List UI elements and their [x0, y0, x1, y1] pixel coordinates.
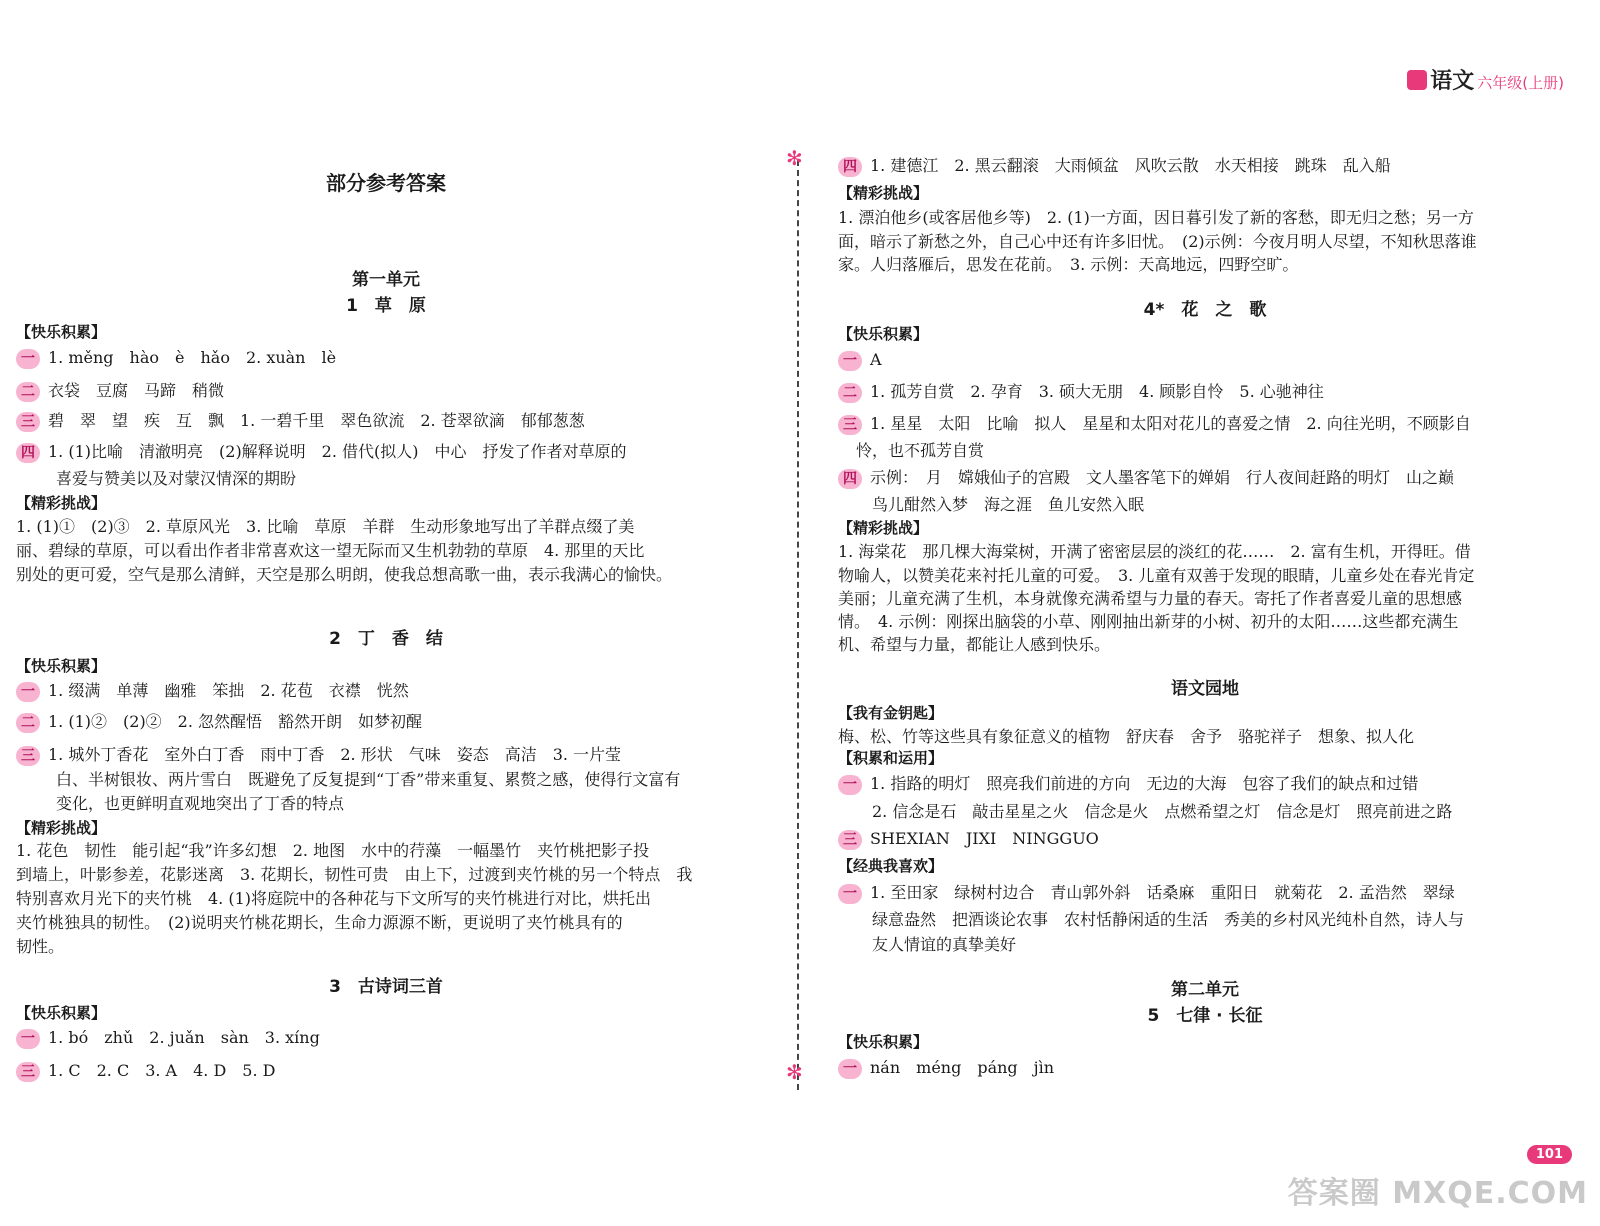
- item-badge: 四: [838, 469, 862, 489]
- answer-line: 韧性。: [16, 937, 65, 956]
- answer-line: 1. 花色 韧性 能引起“我”许多幻想 2. 地图 水中的荇藻 一幅墨竹 夹竹桃把影子投: [16, 841, 650, 860]
- lesson-title: 2 丁 香 结: [329, 629, 443, 649]
- watermark: 答案圈 MXQE.COM: [1287, 1176, 1588, 1211]
- section-label: 【精彩挑战】: [838, 519, 929, 537]
- brand-logo-icon: [1407, 70, 1427, 90]
- page-divider: [797, 160, 799, 1090]
- answer-line: 二 1. 孤芳自赏 2. 孕育 3. 硕大无朋 4. 顾影自怜 5. 心驰神往: [838, 379, 1324, 404]
- section-label: 【快乐积累】: [838, 325, 929, 343]
- answer-line: 丽、碧绿的草原，可以看出作者非常喜欢这一望无际而又生机勃勃的草原 4. 那里的天比: [16, 541, 645, 560]
- section-label: 【快乐积累】: [838, 1033, 929, 1051]
- item-badge: 三: [16, 1062, 40, 1082]
- lesson-title: 3 古诗词三首: [329, 977, 443, 997]
- answer-line: 友人情谊的真挚美好: [872, 935, 1017, 954]
- item-badge: 一: [838, 775, 862, 795]
- item-badge: 一: [838, 884, 862, 904]
- answer-line: 一 1. 缀满 单薄 幽雅 笨拙 2. 花苞 衣襟 恍然: [16, 678, 409, 703]
- answer-line: 三 SHEXIAN JIXI NINGGUO: [838, 826, 1099, 851]
- answer-line: 梅、松、竹等这些具有象征意义的植物 舒庆春 舍予 骆驼祥子 想象、拟人化: [838, 727, 1415, 746]
- answer-line: 变化，也更鲜明直观地突出了丁香的特点: [56, 794, 345, 813]
- section-label: 【快乐积累】: [16, 1004, 107, 1022]
- item-badge: 一: [16, 1029, 40, 1049]
- answer-line: 四 1. (1)比喻 清澈明亮 (2)解释说明 2. 借代(拟人) 中心 抒发了作者对草原的: [16, 439, 627, 464]
- subject-label: 语文: [1430, 69, 1475, 94]
- answer-line: 特别喜欢月光下的夹竹桃 4. (1)将庭院中的各种花与下文所写的夹竹桃进行对比，烘托出: [16, 889, 652, 908]
- divider-star-icon: ✻: [786, 1060, 803, 1084]
- answer-line: 三 1. C 2. C 3. A 4. D 5. D: [16, 1058, 275, 1083]
- section-label: 【经典我喜欢】: [838, 857, 944, 875]
- answer-line: 绿意盎然 把酒谈论农事 农村恬静闲适的生活 秀美的乡村风光纯朴自然，诗人与: [872, 910, 1465, 929]
- answer-line: 三 碧 翠 望 疾 互 飘 1. 一碧千里 翠色欲流 2. 苍翠欲滴 郁郁葱葱: [16, 408, 585, 433]
- answer-line: 1. (1)① (2)③ 2. 草原风光 3. 比喻 草原 羊群 生动形象地写出了羊群点缀了美: [16, 517, 635, 536]
- section-label: 【我有金钥匙】: [838, 704, 944, 722]
- item-badge: 一: [16, 349, 40, 369]
- answer-line: 一 1. 指路的明灯 照亮我们前进的方向 无边的大海 包容了我们的缺点和过错: [838, 771, 1418, 796]
- item-badge: 四: [838, 157, 862, 177]
- section-label: 【精彩挑战】: [16, 819, 107, 837]
- answer-line: 三 1. 城外丁香花 室外白丁香 雨中丁香 2. 形状 气味 姿态 高洁 3. 一片莹: [16, 742, 621, 767]
- item-badge: 四: [16, 443, 40, 463]
- answer-line: 白、半树银妆、两片雪白 既避免了反复提到“丁香”带来重复、累赘之感，使得行文富有: [56, 770, 681, 789]
- divider-star-icon: ✻: [786, 146, 803, 170]
- answer-line: 怜，也不孤芳自赏: [856, 441, 985, 460]
- answer-line: 物喻人，以赞美花来衬托儿童的可爱。 3. 儿童有双善于发现的眼睛，儿童乡处在春光肯定: [838, 566, 1475, 585]
- answer-line: 一 1. 至田家 绿树村边合 青山郭外斜 话桑麻 重阳日 就菊花 2. 孟浩然 翠绿: [838, 880, 1455, 905]
- section-label: 【快乐积累】: [16, 657, 107, 675]
- item-badge: 二: [16, 713, 40, 733]
- item-badge: 二: [838, 383, 862, 403]
- answer-line: 夹竹桃独具的韧性。 (2)说明夹竹桃花期长，生命力源源不断，更说明了夹竹桃具有的: [16, 913, 623, 932]
- section-label: 【精彩挑战】: [16, 494, 107, 512]
- answer-line: 别处的更可爱，空气是那么清鲜，天空是那么明朗，使我总想高歌一曲，表示我满心的愉快。: [16, 565, 673, 584]
- answer-line: 1. 海棠花 那几棵大海棠树，开满了密密层层的淡红的花…… 2. 富有生机，开得旺。借: [838, 542, 1471, 561]
- answer-line: 面，暗示了新愁之外，自己心中还有许多旧忧。 (2)示例：今夜月明人尽望，不知秋思落谁: [838, 232, 1477, 251]
- answer-line: 一 1. bó zhǔ 2. juǎn sàn 3. xíng: [16, 1025, 320, 1050]
- answer-line: 三 1. 星星 太阳 比喻 拟人 星星和太阳对花儿的喜爱之情 2. 向往光明，不顾影自: [838, 411, 1471, 436]
- answer-line: 二 1. (1)② (2)② 2. 忽然醒悟 豁然开朗 如梦初醒: [16, 709, 422, 734]
- lesson-title: 4* 花 之 歌: [1143, 300, 1267, 320]
- lesson-title: 1 草 原: [346, 296, 426, 316]
- answer-line: 到墙上，叶影参差，花影迷离 3. 花期长，韧性可贵 由上下，过渡到夹竹桃的另一个特点 我: [16, 865, 693, 884]
- answer-line: 家。人归落雁后，思发在花前。 3. 示例：天高地远，四野空旷。: [838, 255, 1299, 274]
- lesson-title: 5 七律 · 长征: [1147, 1006, 1263, 1026]
- answer-line: 鸟儿酣然入梦 海之涯 鱼儿安然入眠: [872, 495, 1145, 514]
- answer-line: 一 A: [838, 347, 882, 372]
- item-badge: 一: [838, 1059, 862, 1079]
- unit-heading: 第二单元: [1171, 980, 1239, 1000]
- page-title: 部分参考答案: [326, 171, 446, 195]
- answer-line: 机、希望与力量，都能让人感到快乐。: [838, 635, 1111, 654]
- answer-line: 美丽；儿童充满了生机，本身就像充满希望与力量的春天。寄托了作者喜爱儿童的思想感: [838, 589, 1463, 608]
- answer-line: 四 1. 建德江 2. 黑云翻滚 大雨倾盆 风吹云散 水天相接 跳珠 乱入船: [838, 153, 1391, 178]
- page-header: [1407, 64, 1564, 95]
- answer-line: 一 1. měng hào è hǎo 2. xuàn lè: [16, 345, 336, 370]
- answer-line: 四 示例： 月 嫦娥仙子的宫殿 文人墨客笔下的婵娟 行人夜间赶路的明灯 山之巅: [838, 465, 1454, 490]
- item-badge: 一: [16, 682, 40, 702]
- page-number: 101: [1527, 1145, 1572, 1164]
- item-badge: 一: [838, 351, 862, 371]
- section-label: 【快乐积累】: [16, 323, 107, 341]
- item-badge: 三: [16, 746, 40, 766]
- item-badge: 三: [16, 412, 40, 432]
- item-badge: 二: [16, 382, 40, 402]
- section-label: 【精彩挑战】: [838, 184, 929, 202]
- answer-line: 喜爱与赞美以及对蒙汉情深的期盼: [56, 469, 297, 488]
- unit-heading: 第一单元: [352, 270, 420, 290]
- answer-line: 一 nán méng páng jìn: [838, 1055, 1054, 1080]
- answer-line: 1. 漂泊他乡(或客居他乡等) 2. (1)一方面，因日暮引发了新的客愁，即无归之愁；另一方: [838, 208, 1474, 227]
- answer-line: 二 衣袋 豆腐 马蹄 稍微: [16, 378, 224, 403]
- answer-line: 2. 信念是石 敲击星星之火 信念是火 点燃希望之灯 信念是灯 照亮前进之路: [872, 802, 1453, 821]
- grade-label: 六年级(上册): [1477, 74, 1564, 92]
- item-badge: 三: [838, 830, 862, 850]
- section-label: 【积累和运用】: [838, 749, 944, 767]
- item-badge: 三: [838, 415, 862, 435]
- section-heading: 语文园地: [1171, 679, 1239, 699]
- answer-line: 情。 4. 示例：刚探出脑袋的小草、刚刚抽出新芽的小树、初升的太阳……这些都充满生: [838, 612, 1459, 631]
